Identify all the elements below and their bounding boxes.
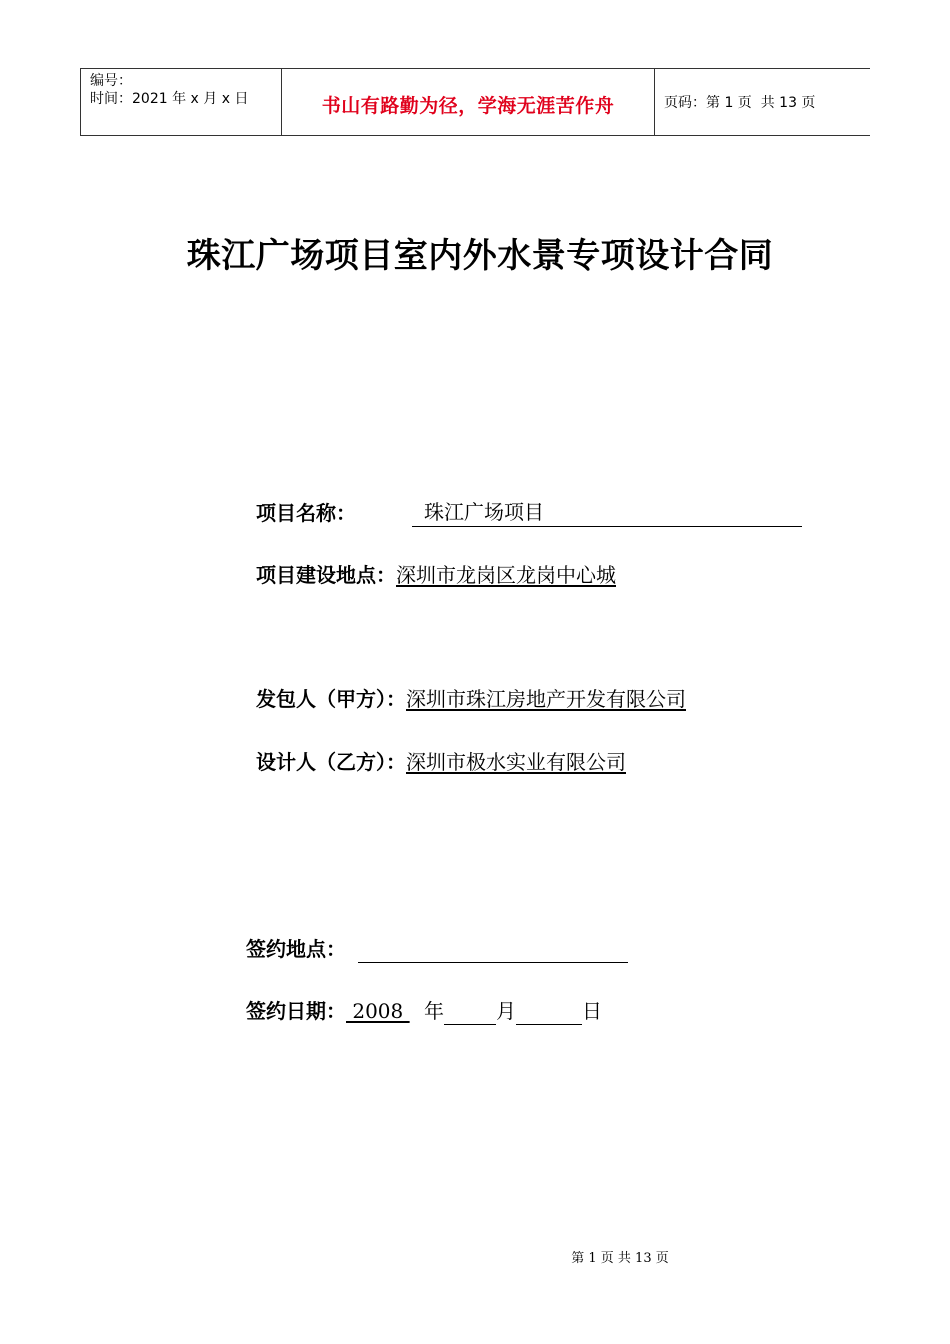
header-page-info: 页码：第 1 页 共 13 页 [664,95,816,111]
sign-day-blank [516,1000,582,1025]
header-meta-cell [80,69,282,135]
project-site-label: 项目建设地点： [256,563,396,587]
designer-label: 设计人（乙方）： [256,750,406,774]
sign-place-label: 签约地点： [246,937,346,961]
designer-row [256,748,626,776]
project-name-row [256,498,802,527]
project-site-value: 深圳市龙岗区龙岗中心城 [396,563,616,587]
month-char: 月 [496,999,516,1023]
sign-date-row [246,997,602,1025]
client-value: 深圳市珠江房地产开发有限公司 [406,687,686,711]
document-title: 珠江广场项目室内外水景专项设计合同 [186,236,774,276]
header-motto-cell [282,69,655,135]
sign-year-value: 2008 [346,999,410,1023]
day-char: 日 [582,999,602,1023]
sign-place-blank [358,938,628,963]
header-page-cell [655,69,870,135]
client-label: 发包人（甲方）： [256,687,406,711]
designer-value: 深圳市极水实业有限公司 [406,750,626,774]
doc-number-label: 编号： [90,73,132,89]
year-char: 年 [424,999,444,1023]
project-name-label: 项目名称： [256,501,356,525]
page-footer: 第 1 页 共 13 页 [571,1251,669,1266]
page-header [80,68,870,136]
sign-date-label: 签约日期： [246,999,346,1023]
header-motto: 书山有路勤为径，学海无涯苦作舟 [321,94,615,117]
project-site-row [256,561,616,589]
doc-time-label: 时间：2021 年 x 月 x 日 [90,91,249,107]
project-name-value: 珠江广场项目 [412,498,802,527]
client-row [256,685,686,713]
sign-month-blank [444,1000,496,1025]
sign-place-row [246,935,628,963]
